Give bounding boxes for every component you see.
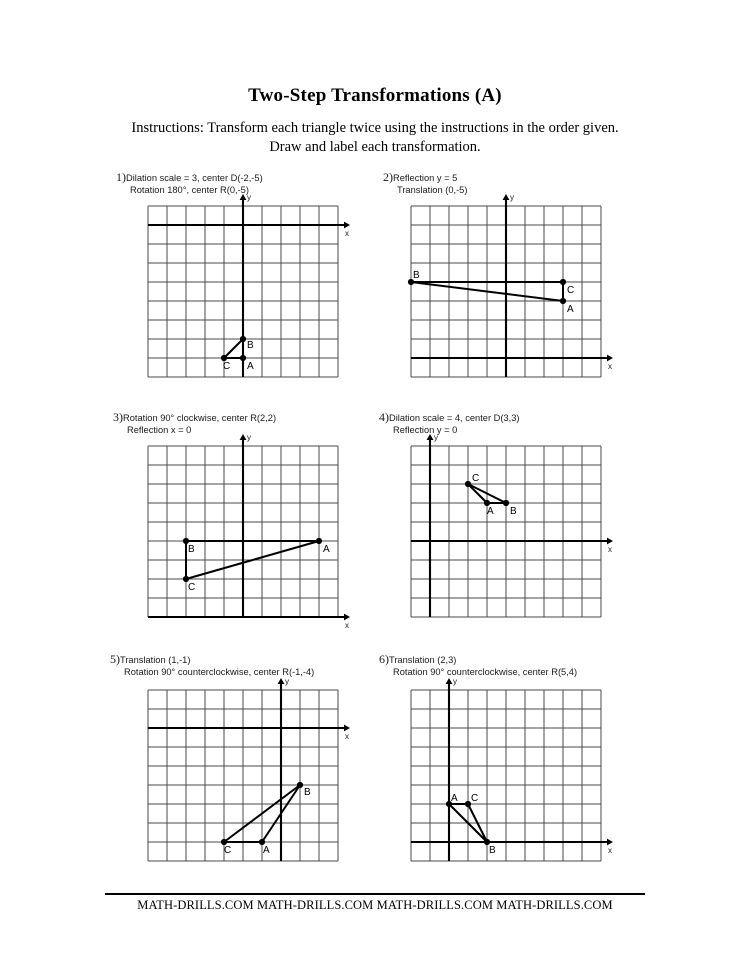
y-axis-arrow-icon [503,194,510,200]
graph-canvas [136,194,350,389]
triangle-vertex-label: B [188,544,195,555]
problem-instruction-first: Reflection y = 5 [393,173,458,183]
problem-3 [113,412,403,436]
instructions-line-1: Instructions: Transform each triangle twice using the instructions in the order given. [131,120,619,136]
coordinate-grid-5[interactable] [136,678,350,873]
x-axis-arrow-icon [607,538,613,545]
x-axis-label: x [345,732,349,741]
problem-instruction-second: Reflection y = 0 [393,424,458,435]
y-axis-arrow-icon [240,434,247,440]
problem-instruction-second: Translation (0,-5) [397,184,468,195]
y-axis-label: y [247,434,251,442]
y-axis-label: y [453,678,457,686]
problem-instruction-first: Dilation scale = 3, center D(-2,-5) [126,173,263,183]
problem-instruction-second: Reflection x = 0 [127,424,192,435]
triangle-vertex-label: C [224,845,232,856]
instructions [0,119,750,157]
triangle-edge [224,339,243,358]
x-axis-arrow-icon [344,222,350,229]
y-axis-arrow-icon [427,434,434,440]
triangle-vertex-point[interactable] [240,336,246,342]
triangle-vertex-label: A [247,361,254,372]
problem-instruction-first: Translation (1,-1) [120,655,191,665]
triangle-vertex-label: B [489,845,496,856]
triangle-vertex-point[interactable] [240,355,246,361]
graph-canvas [399,434,613,629]
y-axis-arrow-icon [446,678,453,684]
triangle-vertex-label: C [471,793,479,804]
problem-instructions [383,172,673,196]
x-axis-label: x [345,229,349,238]
coordinate-grid-2[interactable] [399,194,613,389]
triangle-vertex-label: A [567,304,574,315]
x-axis-label: x [608,846,612,855]
y-axis-arrow-icon [278,678,285,684]
y-axis-label: y [247,194,251,202]
triangle-vertex-point[interactable] [316,538,322,544]
problem-5 [110,654,400,678]
triangle-vertex-label: C [567,285,575,296]
problem-1 [116,172,406,196]
x-axis-label: x [345,621,349,629]
problem-number: 1) [116,170,126,184]
problem-number: 6) [379,652,389,666]
triangle-vertex-label: C [223,361,231,372]
x-axis-label: x [608,362,612,371]
triangle-edge [468,484,487,503]
problem-instructions [116,172,406,196]
triangle-vertex-label: A [323,544,330,555]
problem-4 [379,412,669,436]
x-axis-arrow-icon [344,614,350,621]
y-axis-label: y [434,434,438,442]
x-axis-arrow-icon [344,725,350,732]
triangle-vertex-point[interactable] [560,298,566,304]
page-title: Two-Step Transformations (A) [248,85,502,106]
problem-number: 2) [383,170,393,184]
graph-canvas [136,678,350,873]
triangle-vertex-label: A [487,506,494,517]
triangle-vertex-label: A [263,845,270,856]
coordinate-grid-4[interactable] [399,434,613,629]
x-axis-arrow-icon [607,839,613,846]
graph-canvas [136,434,350,629]
footer-divider [105,893,645,895]
graph-canvas [399,194,613,389]
triangle-vertex-label: B [510,506,517,517]
triangle-vertex-point[interactable] [465,481,471,487]
triangle-vertex-point[interactable] [560,279,566,285]
problem-2 [383,172,673,196]
y-axis-label: y [510,194,514,202]
triangle-vertex-point[interactable] [503,500,509,506]
problem-instructions [110,654,400,678]
problem-instructions [379,412,669,436]
problem-instruction-first: Rotation 90° clockwise, center R(2,2) [123,413,277,423]
triangle-vertex-point[interactable] [297,782,303,788]
problem-number: 5) [110,652,120,666]
graph-canvas [399,678,613,873]
problem-instructions [379,654,669,678]
problem-instructions [113,412,403,436]
x-axis-label: x [608,545,612,554]
coordinate-grid-6[interactable] [399,678,613,873]
triangle-vertex-label: C [472,473,480,484]
x-axis-arrow-icon [607,355,613,362]
instructions-line-2: Draw and label each transformation. [269,139,481,155]
triangle-vertex-label: B [413,270,420,281]
problem-instruction-second: Rotation 90° counterclockwise, center R(-1,-4) [124,666,315,677]
footer-attribution: MATH-DRILLS.COM MATH-DRILLS.COM MATH-DRILLS.COM MATH-DRILLS.COM [137,898,613,912]
coordinate-grid-1[interactable] [136,194,350,389]
problem-number: 3) [113,410,123,424]
problem-instruction-second: Rotation 180°, center R(0,-5) [130,184,249,195]
triangle-vertex-label: B [304,787,311,798]
y-axis-label: y [285,678,289,686]
problem-instruction-first: Dilation scale = 4, center D(3,3) [389,413,520,423]
problem-instruction-second: Rotation 90° counterclockwise, center R(5,4) [393,666,578,677]
triangle-vertex-label: A [451,793,458,804]
coordinate-grid-3[interactable] [136,434,350,629]
triangle-vertex-label: C [188,582,196,593]
problem-number: 4) [379,410,389,424]
problem-instruction-first: Translation (2,3) [389,655,457,665]
problem-6 [379,654,669,678]
y-axis-arrow-icon [240,194,247,200]
triangle-vertex-label: B [247,340,254,351]
